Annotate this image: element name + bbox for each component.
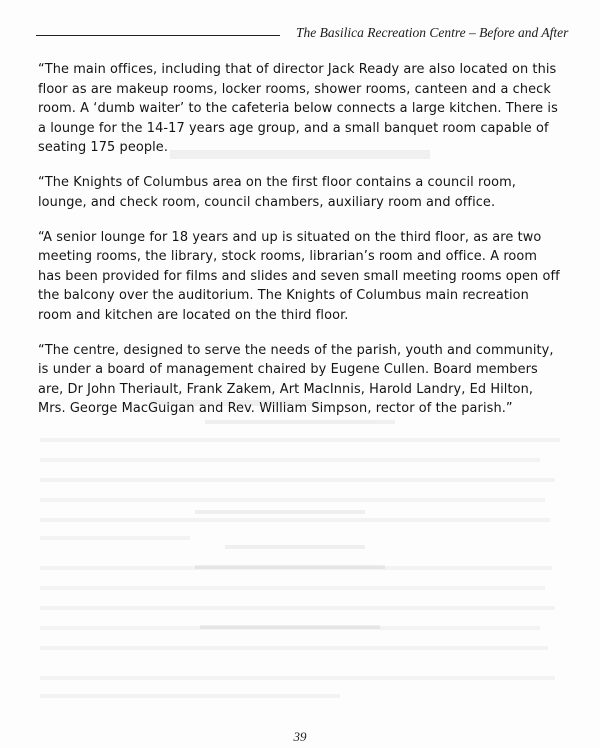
paragraph-board-of-management: “The centre, designed to serve the needs of the parish, youth and community, is under a board of management chaired by Eugene Cullen. Board members are, Dr John Theriault, Frank Zakem, Art MacInnis, Harold Landry, Ed Hilton, Mrs. George MacGuigan and Rev. William Simpson, rector of the parish.” <box>38 342 554 416</box>
running-head-title: The Basilica Recreation Centre – Before and After <box>296 25 569 40</box>
paragraph-knights-first-floor: “The Knights of Columbus area on the first floor contains a council room, lounge, and check room, council chambers, auxiliary room and office. <box>38 175 516 210</box>
header-rule <box>36 35 280 36</box>
paragraph-main-offices: “The main offices, including that of director Jack Ready are also located on this floor as are makeup rooms, locker rooms, shower rooms, canteen and a check room. A ‘dumb waiter’ to the cafeteria below connects a large kitchen. There is a lounge for the 14-17 years age group, and a small banquet room capable of seating 175 people. <box>38 62 558 155</box>
body-text <box>38 60 564 434</box>
paragraph-senior-lounge: “A senior lounge for 18 years and up is situated on the third floor, as are two meeting rooms, the library, stock rooms, librarian’s room and office. A room has been provided for films and slides and seven small meeting rooms open off the balcony over the auditorium. The Knights of Columbus main recreation room and kitchen are located on the third floor. <box>38 229 560 323</box>
page-number: 39 <box>293 729 307 744</box>
